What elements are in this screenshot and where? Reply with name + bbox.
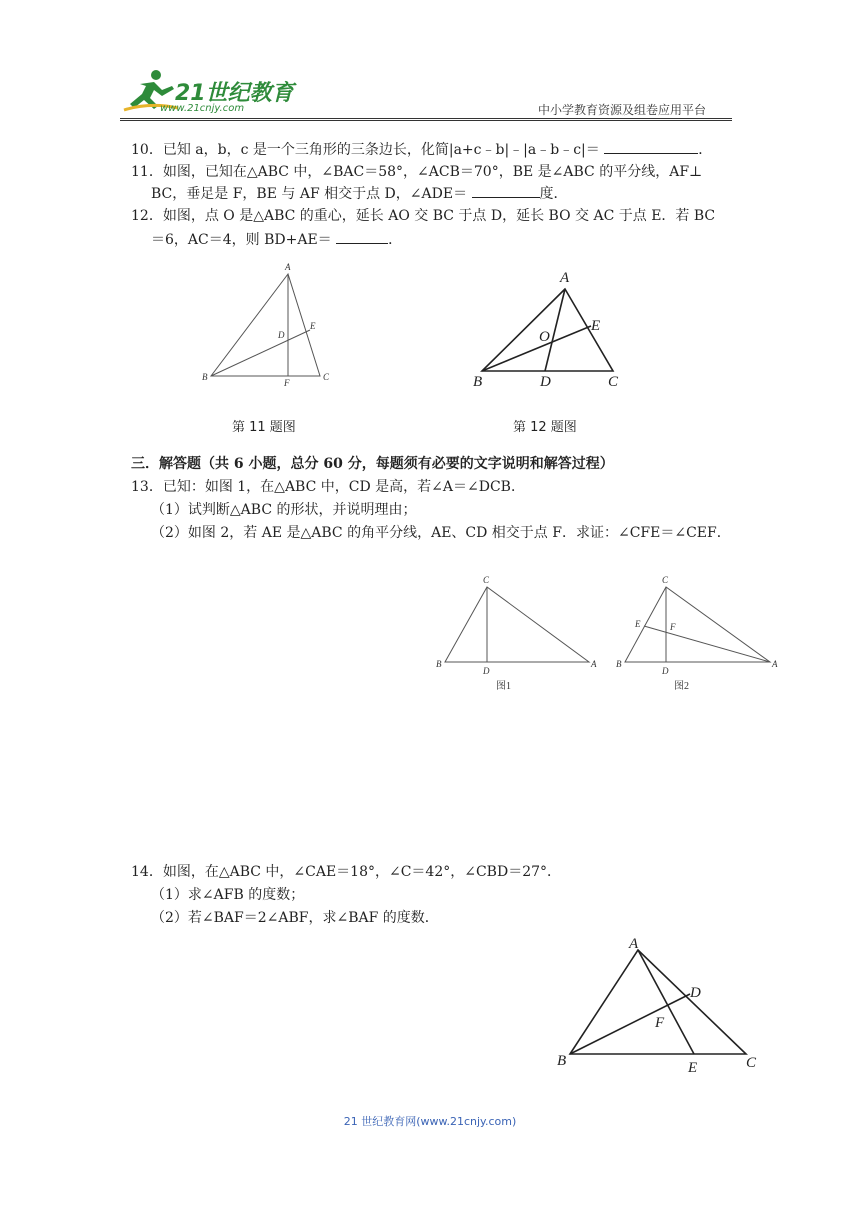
label-f: F bbox=[655, 1015, 665, 1031]
label-c: C bbox=[662, 575, 669, 585]
label-e: E bbox=[591, 318, 601, 334]
caption-fig2: 图2 bbox=[674, 681, 689, 692]
figure-14 bbox=[550, 930, 766, 1080]
label-d: D bbox=[662, 666, 669, 676]
question-12-line2: ＝6，AC＝4，则 BD+AE＝ ． bbox=[151, 229, 402, 251]
label-b: B bbox=[202, 372, 208, 382]
label-d: D bbox=[690, 985, 701, 1001]
question-14-line3: （2）若∠BAF＝2∠ABF，求∠BAF 的度数． bbox=[151, 910, 439, 926]
question-12-line1: 12．如图，点 O 是△ABC 的重心，延长 AO 交 BC 于点 D，延长 BO 交 AC 于点 E．若 BC bbox=[131, 208, 716, 224]
logo-url: www.21cnjy.com bbox=[160, 103, 245, 114]
question-11-line2: BC，垂足是 F，BE 与 AF 相交于点 D，∠ADE＝ 度． bbox=[151, 183, 568, 205]
label-d: D bbox=[540, 374, 551, 390]
label-b: B bbox=[616, 659, 622, 669]
header-divider bbox=[120, 120, 732, 121]
label-e: E bbox=[688, 1060, 698, 1076]
label-d: D bbox=[278, 330, 285, 340]
label-o: O bbox=[539, 329, 550, 345]
label-c: C bbox=[483, 575, 490, 585]
platform-title: 中小学教育资源及组卷应用平台 bbox=[538, 103, 707, 117]
label-b: B bbox=[557, 1053, 567, 1069]
label-a: A bbox=[772, 659, 778, 669]
answer-blank[interactable] bbox=[472, 183, 540, 198]
label-f: F bbox=[670, 622, 676, 632]
label-d: D bbox=[483, 666, 490, 676]
question-13-line2: （1）试判断△ABC 的形状，并说明理由； bbox=[151, 502, 417, 518]
label-a: A bbox=[629, 936, 639, 952]
question-13-line3: （2）如图 2，若 AE 是△ABC 的角平分线，AE、CD 相交于点 F．求证：∠CFE＝∠CEF． bbox=[151, 525, 731, 541]
question-14-line1: 14．如图，在△ABC 中，∠CAE＝18°，∠C＝42°，∠CBD＝27°． bbox=[131, 864, 562, 880]
label-e: E bbox=[310, 321, 316, 331]
label-c: C bbox=[746, 1055, 757, 1071]
answer-blank[interactable] bbox=[604, 139, 698, 154]
answer-blank[interactable] bbox=[336, 229, 388, 244]
caption-fig11: 第 11 题图 bbox=[232, 420, 296, 435]
label-a: A bbox=[591, 659, 597, 669]
label-b: B bbox=[436, 659, 442, 669]
label-c: C bbox=[323, 372, 330, 382]
caption-fig1: 图1 bbox=[496, 681, 511, 692]
logo-title: 21世纪教育 bbox=[175, 81, 294, 106]
label-c: C bbox=[608, 374, 619, 390]
question-11-line1: 11．如图，已知在△ABC 中，∠BAC＝58°，∠ACB＝70°，BE 是∠ABC 的平分线，AF⊥ bbox=[131, 164, 703, 180]
section-3-heading: 三．解答题（共 6 小题，总分 60 分，每题须有必要的文字说明和解答过程） bbox=[131, 456, 614, 472]
caption-fig12: 第 12 题图 bbox=[513, 420, 577, 435]
label-e: E bbox=[635, 619, 641, 629]
figure-13-2 bbox=[612, 572, 782, 696]
label-a: A bbox=[285, 262, 291, 272]
figure-12 bbox=[468, 264, 634, 392]
figure-11 bbox=[196, 258, 342, 390]
label-a: A bbox=[560, 270, 570, 286]
label-f: F bbox=[284, 378, 290, 388]
question-13-line1: 13．已知：如图 1，在△ABC 中，CD 是高，若∠A＝∠DCB． bbox=[131, 479, 525, 495]
footer-link[interactable]: 21 世纪教育网(www.21cnjy.com) bbox=[343, 1115, 517, 1128]
figure-13-1 bbox=[432, 572, 602, 696]
question-14-line2: （1）求∠AFB 的度数； bbox=[151, 887, 305, 903]
header-divider bbox=[120, 118, 732, 119]
label-b: B bbox=[473, 374, 483, 390]
question-10: 10．已知 a，b，c 是一个三角形的三条边长，化简|a+c﹣b|﹣|a﹣b﹣c|＝ ． bbox=[131, 139, 712, 161]
